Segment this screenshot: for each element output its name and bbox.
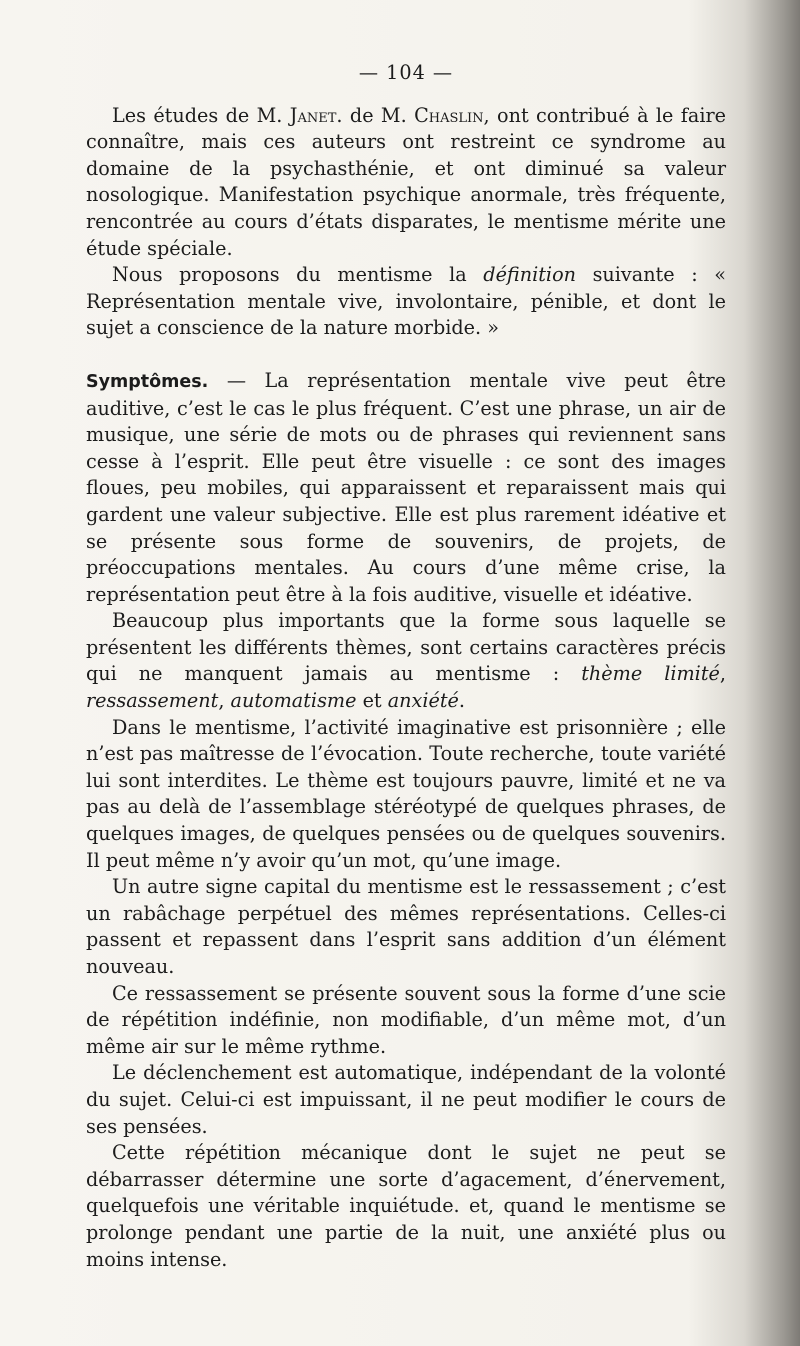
p1-text-b: . de M. <box>336 103 415 127</box>
p4-sep-1: , <box>719 662 726 686</box>
p4-end: . <box>458 689 466 713</box>
definition-emphasis: définition <box>483 263 576 287</box>
paragraph-8: Le déclenchement est automatique, indépendant de la volonté du sujet. Celui-ci est impuissant, il ne peut modifier le cours de ses pensées. <box>86 1061 726 1138</box>
p4-sep-2: , <box>218 689 231 713</box>
term-ressassement: ressassement <box>86 689 219 713</box>
paragraph-2 <box>86 262 726 342</box>
term-theme-limite: thème limité <box>581 662 720 686</box>
paragraph-7: Ce ressassement se présente souvent sous la forme d’une scie de répétition indéfinie, non modifiable, d’un même mot, d’un même air sur le même rythme. <box>86 981 726 1058</box>
p1-text-c: , ont contribué à le faire connaître, mais ces auteurs ont restreint ce syndrome au domaine de la psychasthénie, et ont diminué sa valeur nosologique. Manifestation psychique anormale, très fréquente, rencontrée au cours d’états disparates, le mentisme mérite une étude spéciale. <box>86 103 727 260</box>
term-automatisme: automatisme <box>230 689 357 713</box>
p1-text-a: Les études de M. <box>112 103 290 127</box>
section-gap <box>86 342 726 368</box>
p2-text-b: suivante : « Représentation mentale vive, involontaire, pénible, et dont le sujet a conscience de la nature morbide. » <box>86 263 726 340</box>
term-anxiete: anxiété <box>387 689 459 713</box>
paragraph-9: Cette répétition mécanique dont le sujet ne peut se débarrasser détermine une sorte d’agacement, d’énervement, quelquefois une véritable inquiétude. et, quand le mentisme se prolonge pendant une partie de la nuit, une anxiété plus ou moins intense. <box>86 1141 726 1271</box>
p4-text-a: Beaucoup plus importants que la forme sous laquelle se présentent les différents thèmes, sont certains caractères précis qui ne manquent jamais au mentisme : <box>86 609 726 686</box>
p2-text-a: Nous proposons du mentisme la <box>112 263 484 287</box>
author-janet: Janet <box>289 103 337 127</box>
paragraph-5: Dans le mentisme, l’activité imaginative est prisonnière ; elle n’est pas maîtresse de l’évocation. Toute recherche, toute variété lui sont interdites. Le thème est toujours pauvre, limité et ne va pas au delà de l’assemblage stéréotypé de quelques phrases, de quelques images, de quelques pensées ou de quelques souvenirs. Il peut même n’y avoir qu’un mot, qu’une image. <box>86 715 726 872</box>
paragraph-4 <box>86 608 726 714</box>
author-chaslin: Chaslin <box>414 103 484 127</box>
page-number: — 104 — <box>358 61 454 84</box>
paragraph-1 <box>86 103 726 263</box>
p4-sep-3: et <box>356 689 388 713</box>
section-heading-symptomes: Symptômes. <box>86 371 209 392</box>
paragraph-symptoms <box>86 368 726 608</box>
paragraph-6: Un autre signe capital du mentisme est le ressassement ; c’est un rabâchage perpétuel des mêmes représentations. Celles-ci passent et repassent dans l’esprit sans addition d’un élément nouveau. <box>86 875 726 978</box>
p3-text: — La représentation mentale vive peut être auditive, c’est le cas le plus fréquent. C’est une phrase, un air de musique, une série de mots ou de phrases qui reviennent sans cesse à l’esprit. Elle peut être visuelle : ce sont des images floues, peu mobiles, qui apparaissent et reparaissent mais qui gardent une valeur subjective. Elle est plus rarement idéative et se présente sous forme de souvenirs, de projets, de préoccupations mentales. Au cours d’une même crise, la représentation peut être à la fois auditive, visuelle et idéative. <box>86 368 726 606</box>
page-text <box>86 60 726 1273</box>
